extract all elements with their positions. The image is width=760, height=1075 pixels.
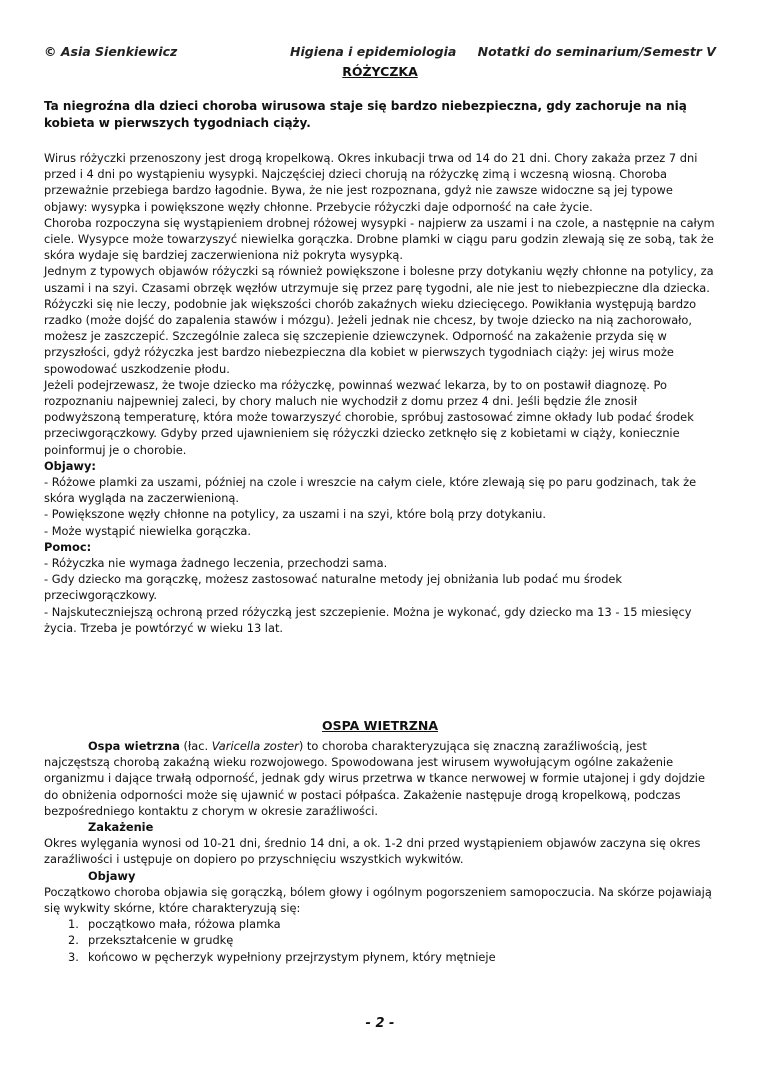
symptoms-heading: Objawy: [44,458,96,473]
infection-text: Okres wylęgania wynosi od 10-21 dni, średnio 14 dni, a ok. 1-2 dni przed wystąpieniem objawów zaczyna się okres zaraźliwości i ustępuje on dopiero po przyschnięciu wszystkich wykwitów. [44,836,701,867]
list-text: przekształcenie w grudkę [88,933,234,948]
help-item: - Różyczka nie wymaga żadnego leczenia, przechodzi sama. [44,556,388,571]
stages-list [44,916,716,965]
page-number: - 2 - [365,1016,395,1031]
section-title-ospa: OSPA WIETRZNA [322,718,438,733]
list-number: 3. [68,949,79,964]
symptom-item: - Różowe plamki za uszami, później na czole i wreszcie na całym ciele, które zlewają się po paru godzinach, tak że skóra wygląda na zaczerwienioną. [44,475,697,506]
help-item: - Gdy dziecko ma gorączkę, możesz zastosować naturalne metody jej obniżania lub podać mu środek przeciwgorączkowy. [44,572,623,603]
list-number: 1. [68,917,79,932]
paragraph: Jeżeli podejrzewasz, że twoje dziecko ma różyczkę, powinnaś wezwać lekarza, by to on postawił diagnozę. Po rozpoznaniu najpewniej zaleci, by chory maluch nie wychodził z domu przez 4 dni. Jeśli będzie źle znosił podwyższoną temperaturę, która może towarzyszyć chorobie, spróbuj zastosować zimne okłady lub podać środek przeciwgorączkowy. Gdyby przed ujawnieniem się różyczki dziecko zetknęło się z kobietami w ciąży, koniecznie poinformuj je o chorobie. [44,377,694,457]
ospa-intro-text: ) to choroba charakteryzująca się znaczną zaraźliwością, jest najczęstszą chorobą zakaźną wieku rozwojowego. Spowodowana jest wirusem wywołującym ogólne zakażenie organizmu i dające trwałą odporność, jednak gdy wirus przetrwa w tkance nerwowej w formie utajonej i gdy dojdzie do obniżenia odporności może się ujawnić w postaci półpaśca. Zakażenie następuje drogą kropelkową, podczas bezpośredniego kontaktu z chorym w okresie zaraźliwości. [44,739,705,818]
header-subject: Higiena i epidemiologia [290,44,457,59]
list-item [44,932,716,948]
header-notes: Notatki do seminarium/Semestr V [477,44,716,59]
ospa-symptoms-text: Początkowo choroba objawia się gorączką, bólem głowy i ogólnym pogorszeniem samopoczucia. Na skórze pojawiają się wykwity skórne, które charakteryzują się: [44,884,712,916]
infection-heading: Zakażenie [88,820,154,835]
ospa-symptoms-heading: Objawy [88,868,136,883]
list-item [44,916,716,932]
latin-name: Varicella zoster [211,739,299,753]
help-heading: Pomoc: [44,539,92,554]
section-title-rozyczka: RÓŻYCZKA [342,64,418,79]
symptom-item: - Powiększone węzły chłonne na potylicy, za uszami i na szyi, które bolą przy dotykaniu. [44,507,546,522]
ospa-intro-paragraph [44,738,716,819]
header-author: © Asia Sienkiewicz [44,44,178,59]
symptom-item: - Może wystąpić niewielka gorączka. [44,523,251,538]
section-body-ospa [44,738,716,965]
list-item [44,949,716,965]
list-number: 2. [68,933,79,948]
paragraph: Jednym z typowych objawów różyczki są również powiększone i bolesne przy dotykaniu węzły chłonne na potylicy, za uszami i na szyi. Czasami obrzęk węzłów utrzymuje się przez parę tygodni, ale nie jest to niebezpieczne dla dziecka. [44,264,714,295]
ospa-term: Ospa wietrzna [88,739,180,753]
paragraph: Choroba rozpoczyna się wystąpieniem drobnej różowej wysypki - najpierw za uszami i na czole, a następnie na całym ciele. Wysypce może towarzyszyć niewielka gorączka. Drobne plamki w ciągu paru godzin zlewają się ze sobą, tak że skóra wydaje się bardziej zaczerwieniona niż pokryta wysypką. [44,215,715,263]
latin-prefix: (łac. [179,739,212,753]
paragraph: Różyczki się nie leczy, podobnie jak większości chorób zakaźnych wieku dziecięcego. Powikłania występują bardzo rzadko (może dojść do zapalenia stawów i mózgu). Jeżeli jednak nie chcesz, by twoje dziecko na nią zachorowało, możesz je zaszczepić. Szczególnie zaleca się szczepienie dziewczynek. Odporność na zakażenie przyda się w przyszłości, gdyż różyczka jest bardzo niebezpieczna dla kobiet w pierwszych tygodniach ciąży: jej wirus może spowodować uszkodzenie płodu. [44,296,697,376]
list-text: początkowo mała, różowa plamka [88,917,281,932]
list-text: końcowo w pęcherzyk wypełniony przejrzystym płynem, który mętnieje [88,949,496,964]
help-item: - Najskuteczniejszą ochroną przed różyczką jest szczepienie. Można je wykonać, gdy dziecko ma 13 - 15 miesięcy życia. Trzeba je powtórzyć w wieku 13 lat. [44,604,692,635]
section-intro: Ta niegroźna dla dzieci choroba wirusowa staje się bardzo niebezpieczna, gdy zachoruje na nią kobieta w pierwszych tygodniach ciąży. [44,99,687,130]
paragraph: Wirus różyczki przenoszony jest drogą kropelkową. Okres inkubacji trwa od 14 do 21 dni. Chory zakaża przez 7 dni przed i 4 dni po wystąpieniu wysypki. Najczęściej dzieci chorują na różyczkę zimą i wczesną wiosną. Choroba przeważnie przebiega bardzo łagodnie. Bywa, że nie jest rozpoznana, gdyż nie zawsze widoczne są jej typowe objawy: wysypka i powiększone węzły chłonne. Przebycie różyczki daje odporność na całe życie. [44,151,698,214]
section-body-rozyczka [44,150,716,636]
